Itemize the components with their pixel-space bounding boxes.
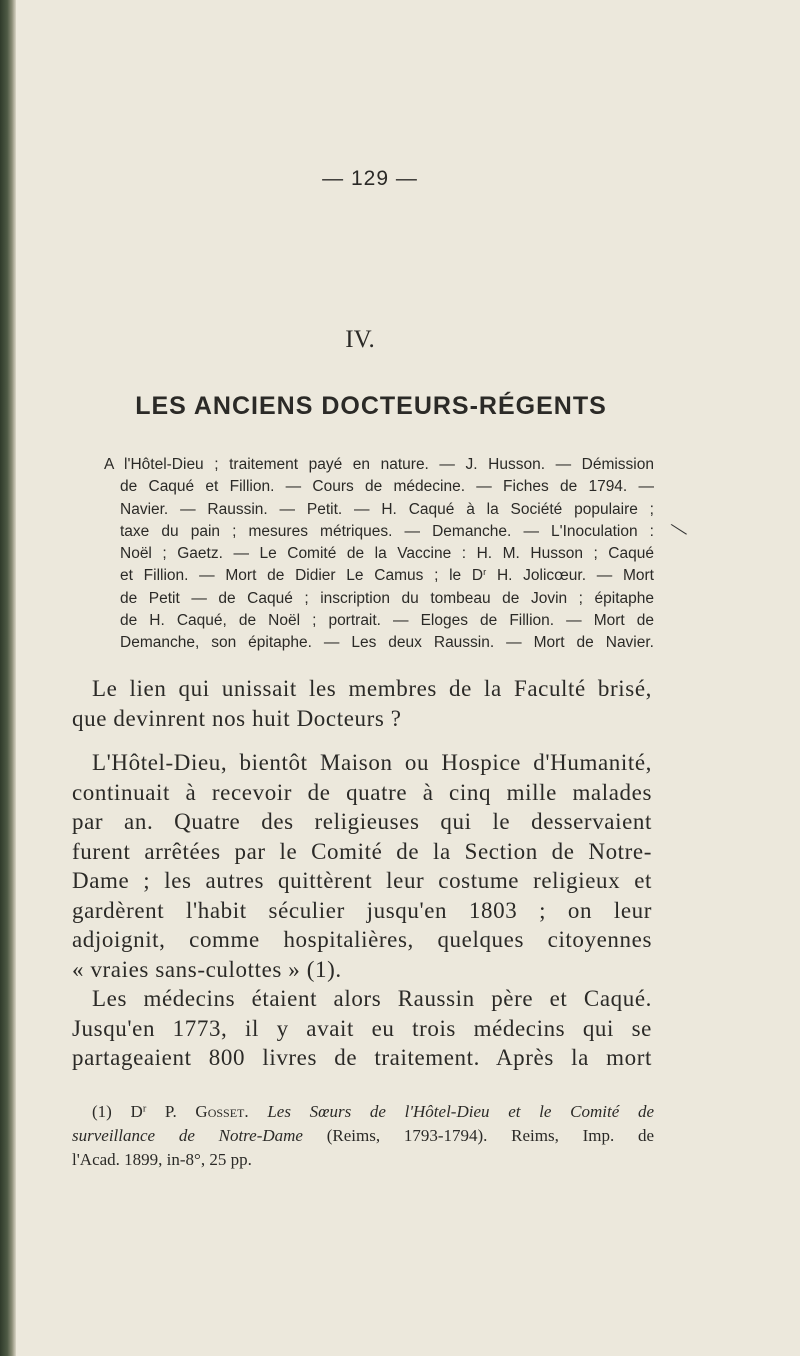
text-line: continuait à recevoir de quatre à cinq mille malades xyxy=(72,779,652,805)
summary-line: Demanche, son épitaphe. — Les deux Raussin. — Mort de Navier. xyxy=(120,634,654,652)
summary-line-text: H. Jolicœur. — Mort xyxy=(486,567,654,585)
text-line: adjoignit, comme hospitalières, quelques citoyennes xyxy=(72,927,652,952)
summary-line: A l'Hôtel-Dieu ; traitement payé en nature. — J. Husson. — Démission xyxy=(104,456,654,473)
footnote-text: (Reims, 1793-1794). Reims, Imp. de xyxy=(302,1126,654,1145)
chapter-summary xyxy=(104,454,654,655)
stray-mark: ╲ xyxy=(671,520,687,540)
text-line: L'Hôtel-Dieu, bientôt Maison ou Hospice d'Humanité, xyxy=(92,750,652,775)
footnote-title: surveillance de Notre-Dame xyxy=(72,1126,303,1145)
text-line: furent arrêtées par le Comité de la Section de Notre- xyxy=(72,838,652,864)
footnote-author: P. Gosset. xyxy=(146,1102,249,1121)
summary-line: Noël ; Gaetz. — Le Comité de la Vaccine : H. M. Husson ; Caqué xyxy=(120,545,654,563)
summary-line: Navier. — Raussin. — Petit. — H. Caqué à la Société populaire ; xyxy=(120,500,654,518)
page-number: — 129 — xyxy=(322,167,418,190)
chapter-number: IV. xyxy=(345,326,375,353)
text-line: Jusqu'en 1773, il y avait eu trois médecins qui se xyxy=(72,1015,652,1041)
summary-line-text: et Fillion. — Mort de Didier Le Camus ; le D xyxy=(120,567,484,585)
text-line: que devinrent nos huit Docteurs ? xyxy=(72,705,402,731)
summary-line: taxe du pain ; mesures métriques. — Demanche. — L'Inoculation : xyxy=(120,522,654,540)
footnote-title: Les Sœurs de l'Hôtel-Dieu et le Comité de xyxy=(267,1102,654,1121)
text-line: « vraies sans-culottes » (1). xyxy=(72,956,342,982)
superscript: r xyxy=(142,1103,147,1115)
summary-line: de Caqué et Fillion. — Cours de médecine. — Fiches de 1794. — xyxy=(120,478,654,496)
text-line: Le lien qui unissait les membres de la Faculté brisé, xyxy=(92,676,652,701)
summary-line: de Petit — de Caqué ; inscription du tombeau de Jovin ; épitaphe xyxy=(120,589,654,607)
footnote xyxy=(72,1100,654,1172)
paragraph-2 xyxy=(72,748,652,1073)
footnote-line xyxy=(72,1124,654,1148)
paragraph-1 xyxy=(72,674,652,733)
summary-line: de H. Caqué, de Noël ; portrait. — Eloges de Fillion. — Mort de xyxy=(120,612,654,630)
chapter-title: LES ANCIENS DOCTEURS-RÉGENTS xyxy=(135,392,607,420)
text-line: gardèrent l'habit séculier jusqu'en 1803 ; on leur xyxy=(72,897,652,923)
superscript: r xyxy=(483,567,487,578)
text-line: par an. Quatre des religieuses qui le desservaient xyxy=(72,809,652,834)
text-line: Les médecins étaient alors Raussin père et Caqué. xyxy=(92,986,652,1011)
footnote-marker: (1) D xyxy=(92,1102,143,1121)
summary-line xyxy=(104,565,654,587)
footnote-line xyxy=(72,1100,654,1124)
book-binding-edge xyxy=(0,0,16,1356)
text-line: partageaient 800 livres de traitement. Après la mort xyxy=(72,1045,652,1070)
footnote-line: l'Acad. 1899, in-8°, 25 pp. xyxy=(72,1150,252,1169)
text-line: Dame ; les autres quittèrent leur costume religieux et xyxy=(72,868,652,893)
